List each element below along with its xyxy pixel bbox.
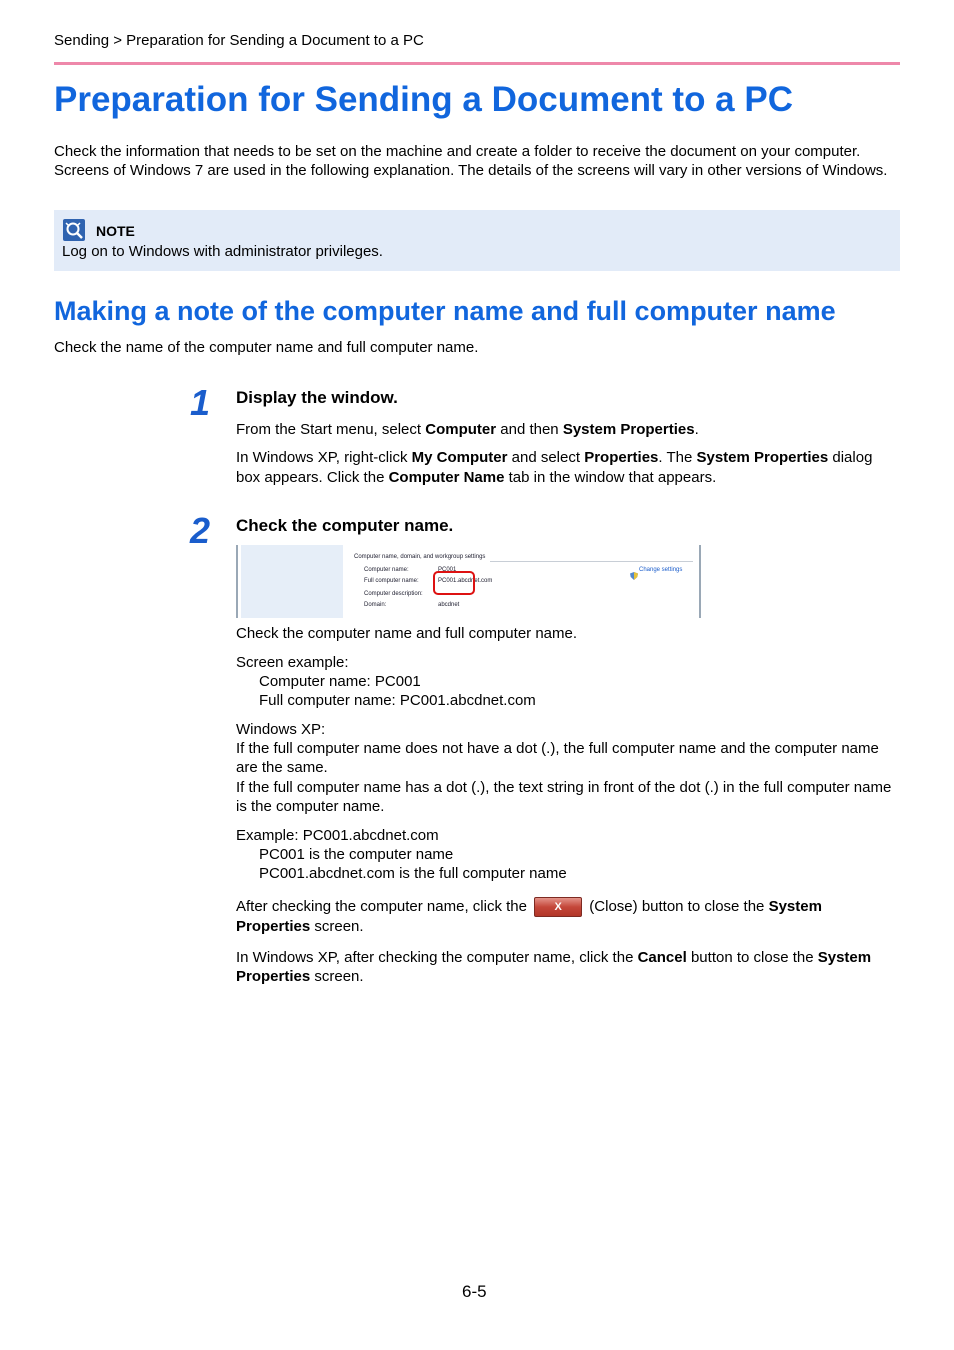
note-label: NOTE bbox=[96, 223, 135, 239]
screen-example-label: Screen example: bbox=[236, 654, 349, 671]
screenshot-left-pane bbox=[241, 545, 343, 618]
step-1-paragraph-2: In Windows XP, right-click My Computer and select Properties. The System Properties dialog box appears. Click the Computer Name tab in the window that appears. bbox=[236, 449, 873, 486]
section-heading: Making a note of the computer name and full computer name bbox=[54, 296, 836, 326]
breadcrumb: Sending > Preparation for Sending a Document to a PC bbox=[54, 32, 424, 49]
shield-icon bbox=[630, 567, 638, 575]
step-2-title: Check the computer name. bbox=[236, 516, 454, 535]
step-1-title: Display the window. bbox=[236, 388, 398, 407]
screenshot-header: Computer name, domain, and workgroup settings bbox=[354, 554, 486, 560]
example-line: PC001 is the computer name bbox=[259, 846, 454, 863]
windows-xp-line: If the full computer name has a dot (.), the text string in front of the dot (.) in the full computer name is the computer name. bbox=[236, 779, 892, 815]
screenshot-row-label: Domain: bbox=[364, 602, 387, 608]
note-box bbox=[54, 210, 900, 271]
screenshot-row-label: Computer name: bbox=[364, 567, 409, 573]
step-1-paragraph-1: From the Start menu, select Computer and then System Properties. bbox=[236, 421, 699, 438]
step-2-after-image: Check the computer name and full computer name. bbox=[236, 625, 578, 642]
page-title: Preparation for Sending a Document to a PC bbox=[54, 80, 793, 119]
highlight-circle bbox=[433, 571, 475, 595]
intro-paragraph: Check the information that needs to be set on the machine and create a folder to receive the document on your computer. Screens of Windows 7 are used in the following explanation. The details of the screens will vary in other versions of Windows. bbox=[54, 143, 888, 179]
change-settings-link[interactable]: Change settings bbox=[639, 567, 683, 573]
xp-close-instruction: In Windows XP, after checking the computer name, click the Cancel button to close the System Properties screen. bbox=[236, 949, 872, 985]
screen-example-line: Full computer name: PC001.abcdnet.com bbox=[259, 692, 536, 709]
note-text: Log on to Windows with administrator privileges. bbox=[62, 243, 383, 260]
screenshot-row-value: abcdnet bbox=[438, 602, 460, 608]
windows-xp-label: Windows XP: bbox=[236, 721, 326, 738]
screenshot-row-label: Full computer name: bbox=[364, 578, 419, 584]
screen-example-line: Computer name: PC001 bbox=[259, 673, 421, 690]
step-1-number: 1 bbox=[190, 382, 211, 423]
example-label: Example: PC001.abcdnet.com bbox=[236, 827, 439, 844]
system-properties-screenshot bbox=[236, 545, 701, 618]
windows-xp-line: If the full computer name does not have a dot (.), the full computer name and the computer name are the same. bbox=[236, 740, 879, 776]
close-instruction: After checking the computer name, click the X (Close) button to close the System Properties screen. bbox=[236, 898, 822, 936]
page-number: 6-5 bbox=[462, 1282, 487, 1301]
section-intro: Check the name of the computer name and full computer name. bbox=[54, 339, 479, 356]
screenshot-row-label: Computer description: bbox=[364, 591, 423, 597]
close-button-image: X bbox=[534, 897, 582, 917]
example-line: PC001.abcdnet.com is the full computer name bbox=[259, 865, 567, 882]
note-icon bbox=[63, 219, 85, 241]
screenshot-row-value: PC001 bbox=[438, 567, 457, 573]
step-2-number: 2 bbox=[190, 510, 211, 551]
header-divider bbox=[54, 62, 900, 65]
screenshot-row-value: PC001.abcdnet.com bbox=[438, 578, 493, 584]
